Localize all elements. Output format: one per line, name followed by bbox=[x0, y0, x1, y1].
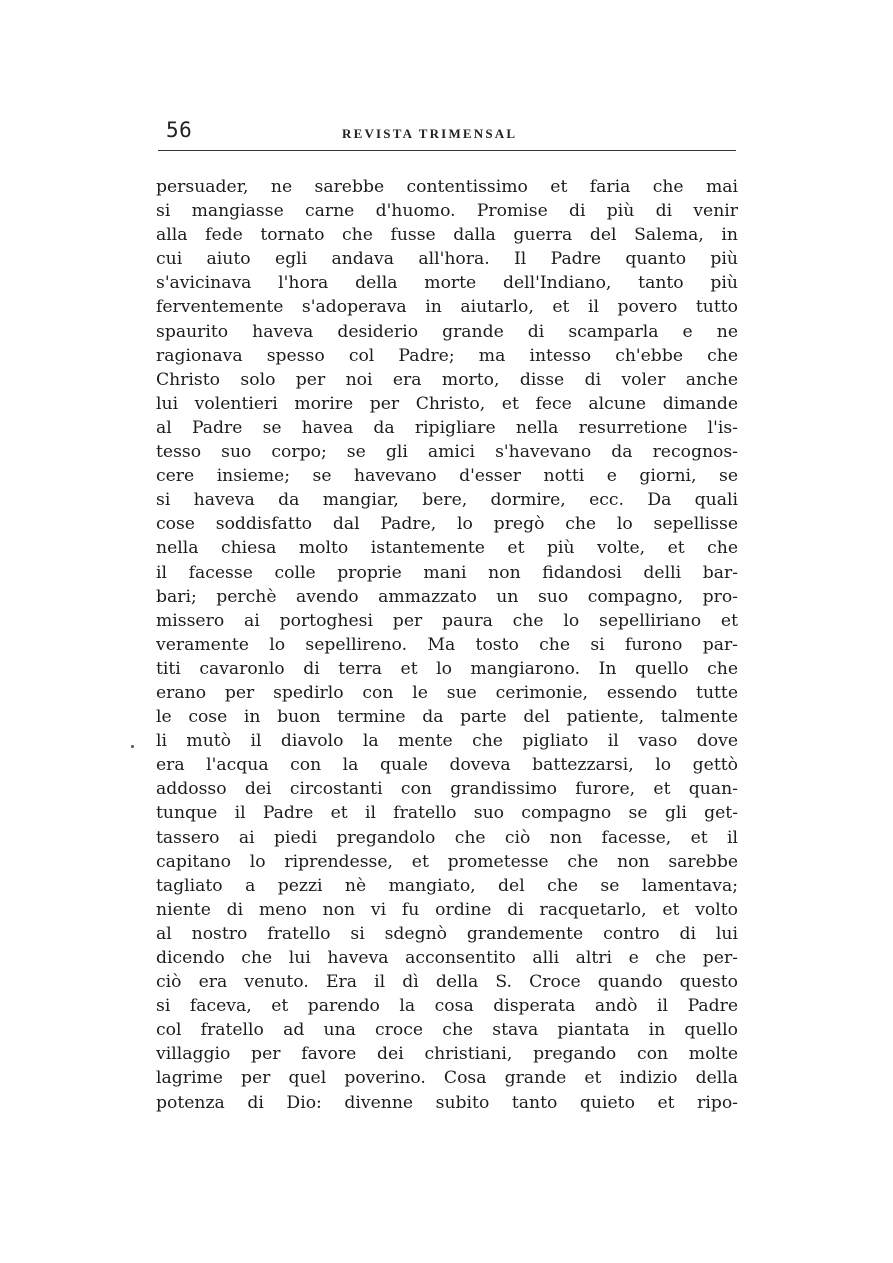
text-line: spaurito haveva desiderio grande di scamparla e ne bbox=[156, 321, 738, 342]
text-line: il facesse colle proprie mani non fidandosi delli bar- bbox=[156, 562, 738, 583]
text-line: le cose in buon termine da parte del patiente, talmente bbox=[156, 707, 738, 728]
text-line: era l'acqua con la quale doveva battezzarsi, lo gettò bbox=[156, 755, 738, 776]
page-header bbox=[158, 118, 738, 148]
text-line: cere insieme; se havevano d'esser notti e giorni, se bbox=[156, 466, 738, 487]
text-line: si mangiasse carne d'huomo. Promise di più di venir bbox=[156, 201, 738, 222]
text-line: capitano lo riprendesse, et prometesse che non sarebbe bbox=[156, 851, 738, 872]
text-line: missero ai portoghesi per paura che lo sepelliriano et bbox=[156, 610, 738, 631]
text-line: tagliato a pezzi nè mangiato, del che se lamentava; bbox=[156, 875, 738, 896]
text-line: ragionava spesso col Padre; ma intesso ch'ebbe che bbox=[156, 345, 738, 366]
header-rule bbox=[158, 150, 736, 151]
text-line: persuader, ne sarebbe contentissimo et faria che mai bbox=[156, 177, 738, 197]
text-line: addosso dei circostanti con grandissimo furore, et quan- bbox=[156, 779, 738, 800]
text-line: al Padre se havea da ripigliare nella resurretione l'is- bbox=[156, 417, 738, 438]
text-line: ciò era venuto. Era il dì della S. Croce quando questo bbox=[156, 972, 738, 993]
text-line: tesso suo corpo; se gli amici s'havevano da recognos- bbox=[156, 442, 738, 463]
text-line: dicendo che lui haveva acconsentito alli altri e che per- bbox=[156, 948, 738, 968]
text-line: Christo solo per noi era morto, disse di voler anche bbox=[156, 369, 738, 390]
text-line: col fratello ad una croce che stava piantata in quello bbox=[156, 1020, 738, 1041]
text-line: si faceva, et parendo la cosa disperata andò il Padre bbox=[156, 996, 738, 1017]
text-line: bari; perchè avendo ammazzato un suo compagno, pro- bbox=[156, 586, 738, 607]
text-line: cose soddisfatto dal Padre, lo pregò che lo sepellisse bbox=[156, 514, 738, 535]
text-line: titi cavaronlo di terra et lo mangiarono. In quello che bbox=[156, 658, 738, 679]
text-line: lagrime per quel poverino. Cosa grande et indizio della bbox=[156, 1068, 738, 1089]
text-line: niente di meno non vi fu ordine di racquetarlo, et volto bbox=[156, 899, 738, 920]
margin-mark bbox=[131, 745, 134, 748]
text-line: nella chiesa molto istantemente et più volte, et che bbox=[156, 538, 738, 559]
text-line: veramente lo sepellireno. Ma tosto che si furono par- bbox=[156, 634, 738, 655]
text-line: potenza di Dio: divenne subito tanto quieto et ripo- bbox=[156, 1092, 738, 1113]
page-number: 56 bbox=[166, 118, 193, 142]
body-text bbox=[156, 175, 738, 1115]
text-line: li mutò il diavolo la mente che pigliato il vaso dove bbox=[156, 731, 738, 752]
text-line: al nostro fratello si sdegnò grandemente contro di lui bbox=[156, 923, 738, 944]
text-line: tunque il Padre et il fratello suo compagno se gli get- bbox=[156, 803, 738, 824]
text-line: lui volentieri morire per Christo, et fece alcune dimande bbox=[156, 393, 738, 414]
text-line: erano per spedirlo con le sue cerimonie, essendo tutte bbox=[156, 682, 738, 703]
text-line: alla fede tornato che fusse dalla guerra del Salema, in bbox=[156, 225, 738, 246]
text-line: tassero ai piedi pregandolo che ciò non facesse, et il bbox=[156, 827, 738, 848]
text-line: villaggio per favore dei christiani, pregando con molte bbox=[156, 1044, 738, 1065]
text-line: s'avicinava l'hora della morte dell'Indiano, tanto più bbox=[156, 273, 738, 294]
text-line: cui aiuto egli andava all'hora. Il Padre quanto più bbox=[156, 249, 738, 270]
text-line: si haveva da mangiar, bere, dormire, ecc. Da quali bbox=[156, 490, 738, 511]
text-line: ferventemente s'adoperava in aiutarlo, et il povero tutto bbox=[156, 297, 738, 318]
running-head: REVISTA TRIMENSAL bbox=[342, 126, 518, 141]
